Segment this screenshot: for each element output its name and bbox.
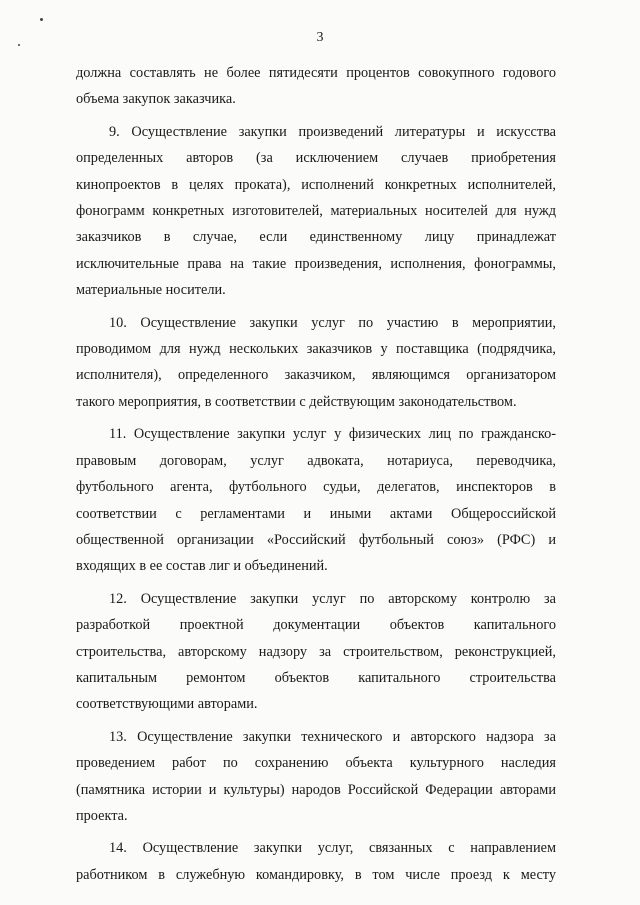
- page-number: 3: [316, 30, 324, 45]
- text-line: соответствующими авторами.: [76, 696, 258, 713]
- text-line: 9. Осуществление закупки произведений литературы и искусства: [109, 123, 556, 140]
- text-line: должна составлять не более пятидесяти процентов совокупного годового: [76, 65, 556, 81]
- text-line: капитальным ремонтом объектов капитального строительства: [76, 669, 556, 686]
- paragraph-item-9: [76, 119, 556, 304]
- paragraph-item-13: [76, 724, 556, 830]
- text-line: 12. Осуществление закупки услуг по авторскому контролю за: [109, 590, 556, 607]
- text-line: материальные носители.: [76, 282, 226, 299]
- paragraph-item-14: [76, 835, 556, 888]
- text-line: проведением работ по сохранению объекта культурного наследия: [76, 755, 556, 772]
- text-line: входящих в ее состав лиг и объединений.: [76, 558, 328, 575]
- text-line: исполнителя), определенного заказчиком, являющимся организатором: [76, 367, 556, 384]
- text-line: исключительные права на такие произведения, исполнения, фонограммы,: [76, 255, 556, 272]
- text-line: работником в служебную командировку, в том числе проезд к месту: [76, 866, 556, 883]
- text-line: правовым договорам, услуг адвоката, нотариуса, переводчика,: [76, 452, 556, 469]
- text-line: проекта.: [76, 807, 128, 824]
- paragraph-item-12: [76, 586, 556, 718]
- document-body: [76, 60, 556, 888]
- text-line: кинопроектов в целях проката), исполнений конкретных исполнителей,: [76, 176, 556, 193]
- text-line: 14. Осуществление закупки услуг, связанных с направлением: [109, 840, 556, 857]
- paragraph-continuation: [76, 60, 556, 113]
- text-line: футбольного агента, футбольного судьи, делегатов, инспекторов в: [76, 479, 556, 496]
- scan-speck: [40, 18, 43, 21]
- text-line: определенных авторов (за исключением случаев приобретения: [76, 150, 556, 167]
- text-line: общественной организации «Российский футбольный союз» (РФС) и: [76, 531, 556, 548]
- text-line: (памятника истории и культуры) народов Российской Федерации авторами: [76, 781, 556, 798]
- text-line: строительства, авторскому надзору за строительством, реконструкцией,: [76, 643, 556, 660]
- text-line: фонограмм конкретных изготовителей, материальных носителей для нужд: [76, 203, 556, 220]
- paragraph-item-10: [76, 310, 556, 416]
- text-line: заказчиков в случае, если единственному лицу принадлежат: [76, 229, 556, 246]
- text-line: проводимом для нужд нескольких заказчиков у поставщика (подрядчика,: [76, 341, 556, 358]
- text-line: 13. Осуществление закупки технического и авторского надзора за: [109, 728, 556, 745]
- text-line: 11. Осуществление закупки услуг у физических лиц по гражданско-: [109, 426, 556, 443]
- text-line: объема закупок заказчика.: [76, 91, 236, 108]
- text-line: соответствии с регламентами и иными актами Общероссийской: [76, 505, 556, 522]
- text-line: 10. Осуществление закупки услуг по участию в мероприятии,: [109, 314, 556, 331]
- text-line: такого мероприятия, в соответствии с действующим законодательством.: [76, 393, 517, 410]
- text-line: разработкой проектной документации объектов капитального: [76, 617, 556, 634]
- paragraph-item-11: [76, 421, 556, 579]
